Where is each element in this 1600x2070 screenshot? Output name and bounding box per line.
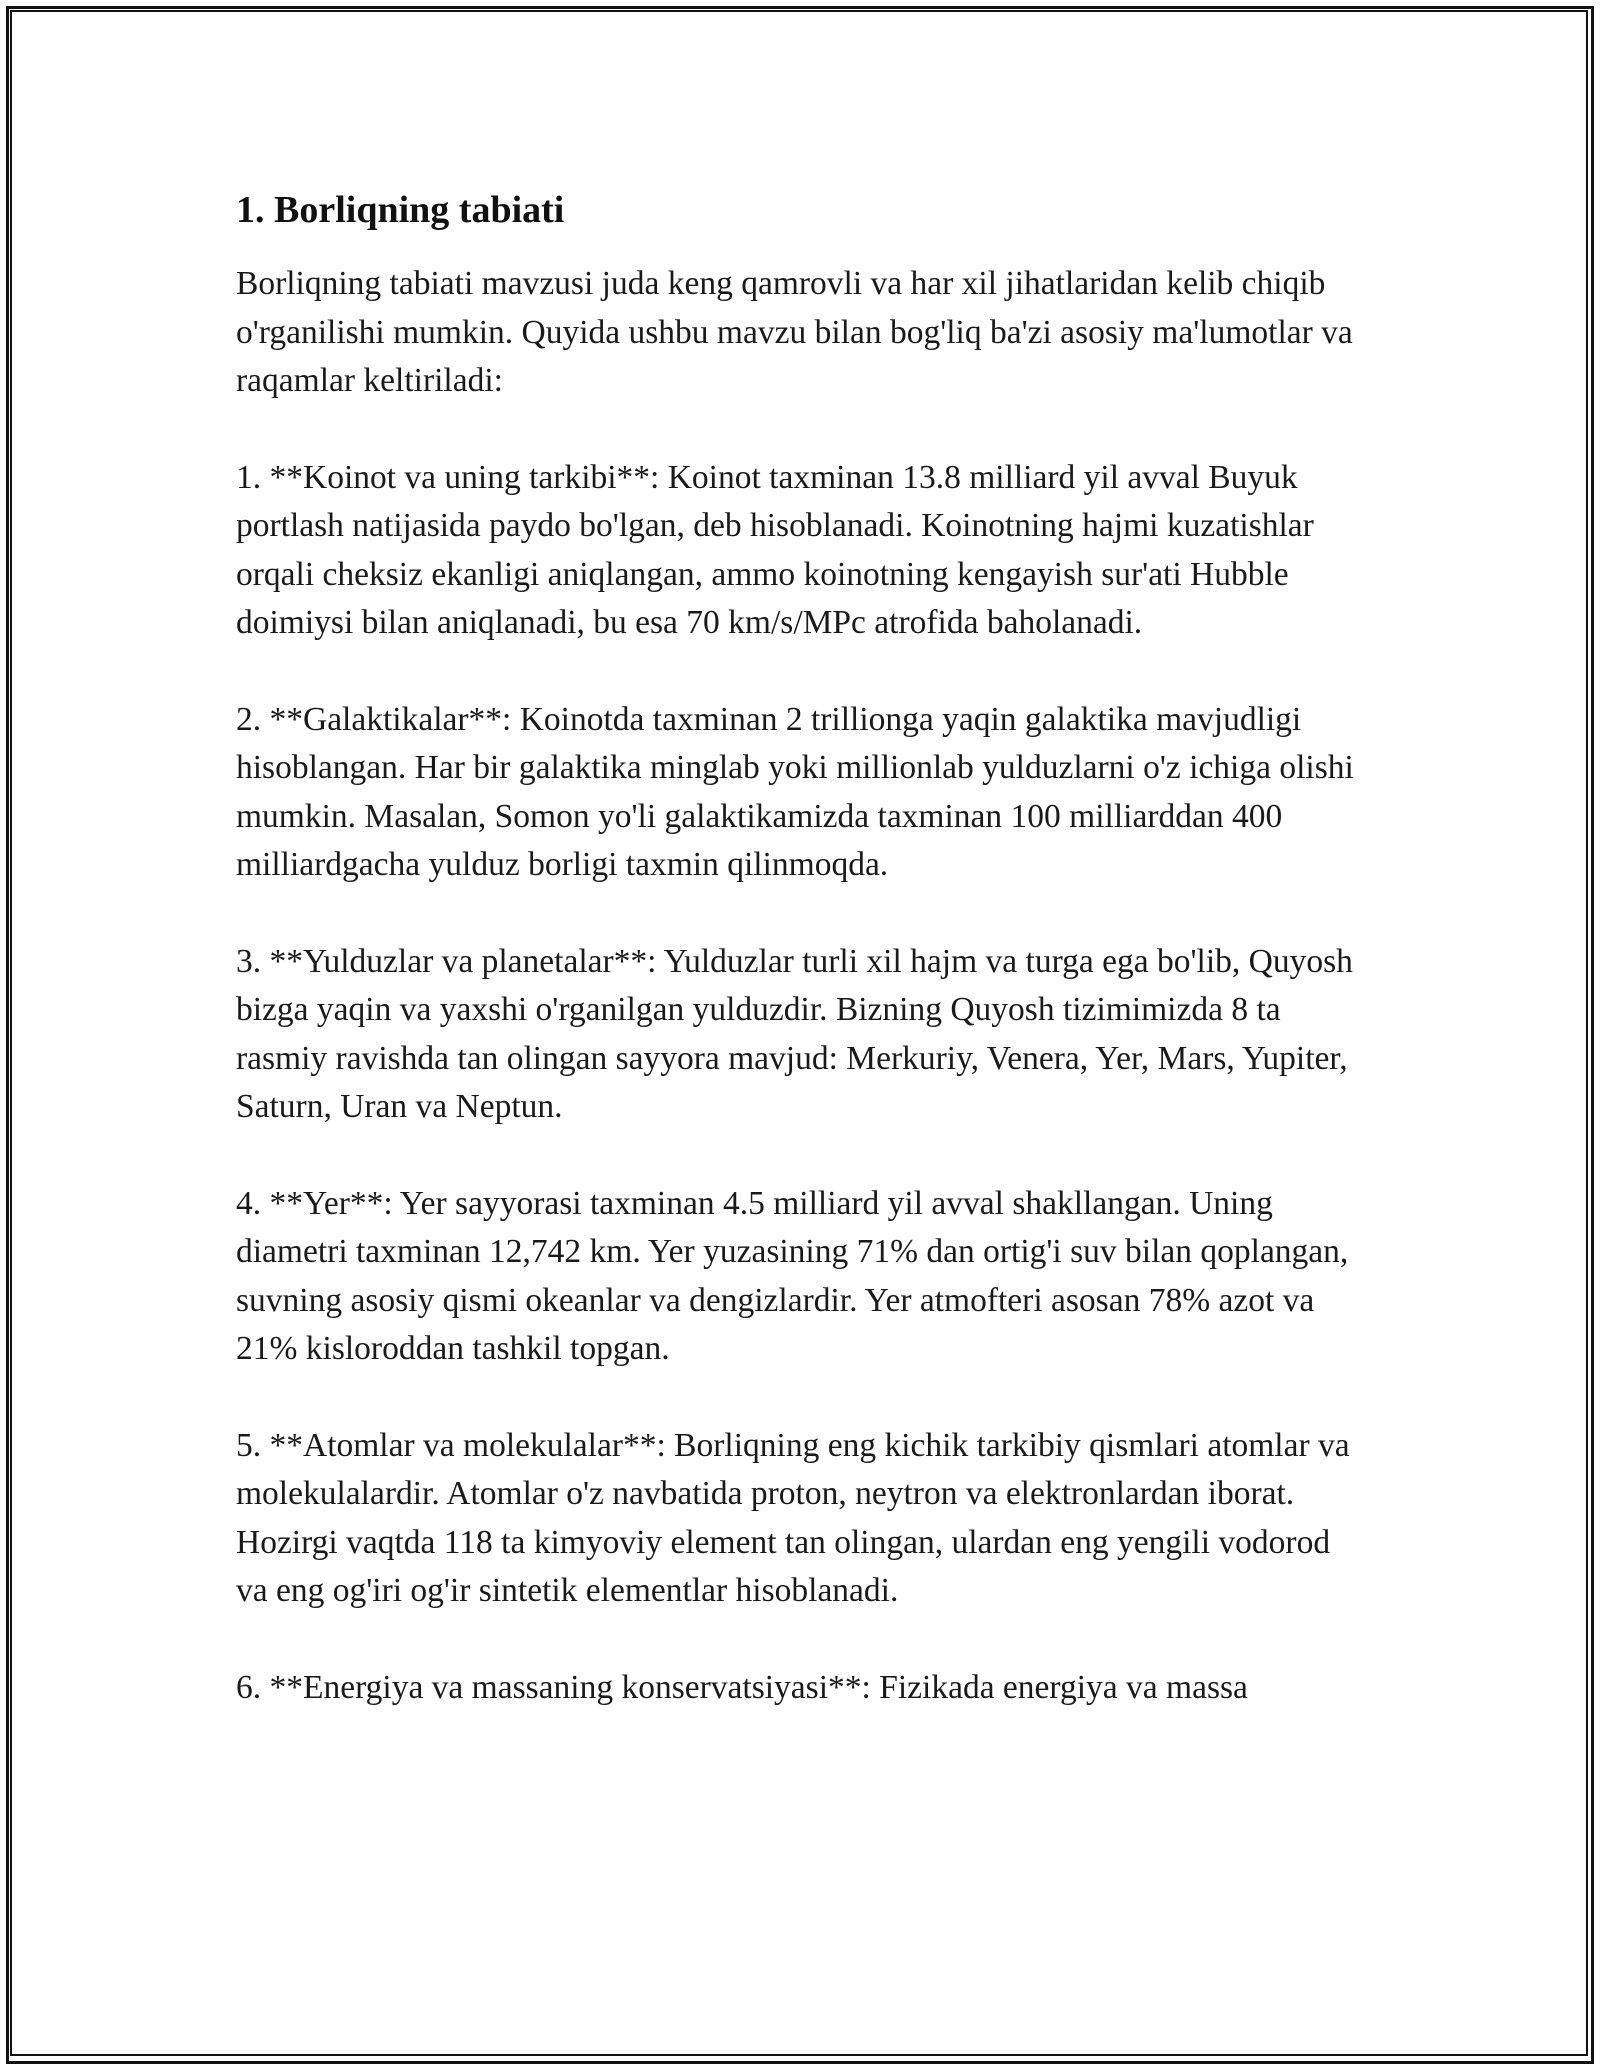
intro-paragraph: Borliqning tabiati mavzusi juda keng qamrovli va har xil jihatlaridan kelib chiqib o'rganilishi mumkin. Quyida ushbu mavzu bilan bog'liq ba'zi asosiy ma'lumotlar va raqamlar keltiriladi: (236, 265, 1353, 399)
paragraph-galaktikalar: 2. **Galaktikalar**: Koinotda taxminan 2 trillionga yaqin galaktika mavjudligi hisoblangan. Har bir galaktika minglab yoki millionlab yulduzlarni o'z ichiga olishi mumkin. Masalan, Somon yo'li galaktikamizda taxminan 100 milliarddan 400 milliardgacha yulduz borligi taxmin qilinmoqda. (236, 700, 1354, 883)
paragraph-atomlar: 5. **Atomlar va molekulalar**: Borliqning eng kichik tarkibiy qismlari atomlar va molekulalardir. Atomlar o'z navbatida proton, neytron va elektronlardan iborat. Hozirgi vaqtda 118 ta kimyoviy element tan olingan, ulardan eng yengili vodorod va eng og'iri og'ir sintetik elementlar hisoblanadi. (236, 1426, 1350, 1609)
section-heading: 1. Borliqning tabiati (236, 189, 565, 231)
paragraph-yulduzlar: 3. **Yulduzlar va planetalar**: Yulduzlar turli xil hajm va turga ega bo'lib, Quyosh bizga yaqin va yaxshi o'rganilgan yulduzdir. Bizning Quyosh tizimimizda 8 ta rasmiy ravishda tan olingan sayyora mavjud: Merkuriy, Venera, Yer, Mars, Yupiter, Saturn, Uran va Neptun. (236, 942, 1353, 1125)
document-body (236, 186, 1366, 1760)
paragraph-koinot: 1. **Koinot va uning tarkibi**: Koinot taxminan 13.8 milliard yil avval Buyuk portlash natijasida paydo bo'lgan, deb hisoblanadi. Koinotning hajmi kuzatishlar orqali cheksiz ekanligi aniqlangan, ammo koinotning kengayish sur'ati Hubble doimiysi bilan aniqlanadi, bu esa 70 km/s/MPc atrofida baholanadi. (236, 458, 1314, 641)
paragraph-energiya: 6. **Energiya va massaning konservatsiyasi**: Fizikada energiya va massa (236, 1668, 1248, 1706)
paragraph-yer: 4. **Yer**: Yer sayyorasi taxminan 4.5 milliard yil avval shakllangan. Uning diametri taxminan 12,742 km. Yer yuzasining 71% dan ortig'i suv bilan qoplangan, suvning asosiy qismi okeanlar va dengizlardir. Yer atmofteri asosan 78% azot va 21% kisloroddan tashkil topgan. (236, 1184, 1349, 1367)
